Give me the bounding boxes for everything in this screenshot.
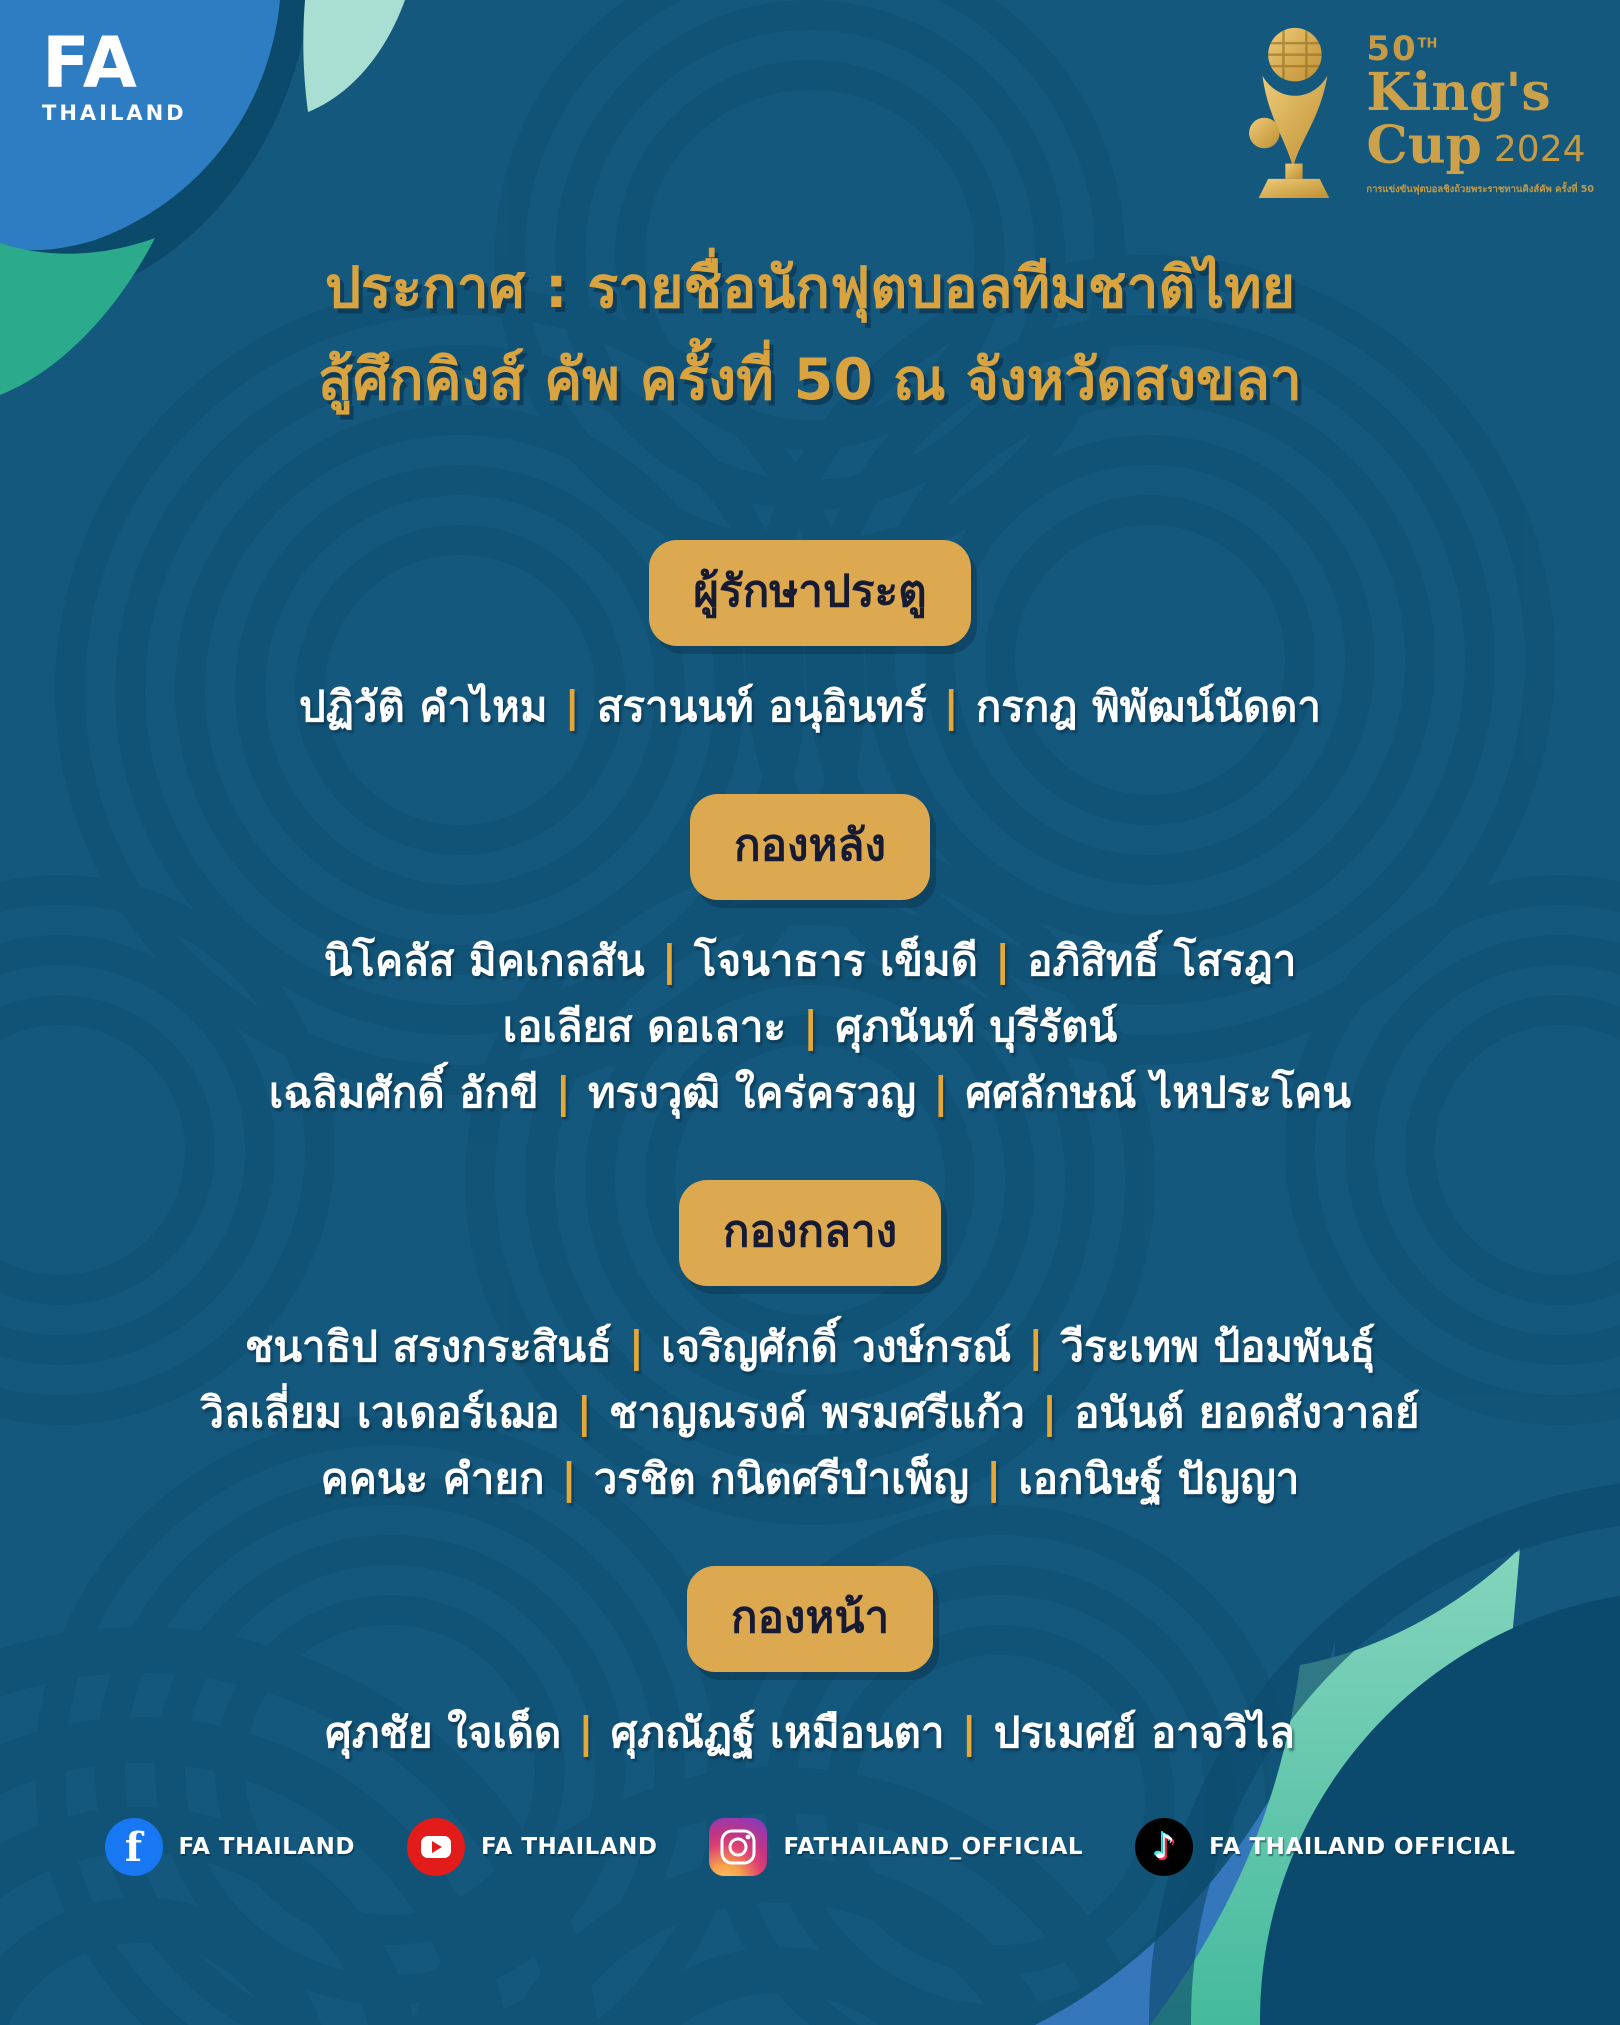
title-line1: ประกาศ : รายชื่อนักฟุตบอลทีมชาติไทย (324, 255, 1296, 321)
separator: | (933, 1068, 949, 1117)
edition-number: 50TH (1366, 29, 1438, 69)
player-name: ปฏิวัติ คำไหม (299, 682, 548, 731)
separator: | (803, 1002, 819, 1051)
social-label: FA THAILAND (480, 1834, 658, 1860)
player-name: ศศลักษณ์ ไหประโคน (965, 1068, 1352, 1117)
roster-section-2 (0, 1180, 1620, 1512)
fa-logo-text: FA (42, 22, 138, 104)
player-name: ปรเมศย์ อาจวิไล (993, 1708, 1295, 1757)
social-label: FA THAILAND (178, 1834, 355, 1860)
player-name: กรกฎ พิพัฒน์นัดดา (975, 682, 1321, 731)
roster-section-3 (0, 1566, 1620, 1766)
player-line (0, 994, 1620, 1060)
social-label: FATHAILAND_OFFICIAL (783, 1834, 1084, 1860)
event-tagline: การแข่งขันฟุตบอลชิงถ้วยพระราชทานคิงส์คัพ ครั้งที่ 50 (1366, 184, 1594, 196)
player-name: วรชิต กนิตศรีบำเพ็ญ (593, 1454, 970, 1503)
player-name: เอกนิษฐ์ ปัญญา (1018, 1454, 1300, 1503)
player-name: วีระเทพ ป้อมพันธุ์ (1060, 1322, 1376, 1371)
player-name: เอเลียส ดอเลาะ (502, 1002, 787, 1051)
separator: | (578, 1708, 594, 1757)
instagram-icon (709, 1818, 767, 1876)
player-name: อนันต์ ยอดสังวาลย์ (1074, 1388, 1420, 1437)
separator: | (961, 1708, 977, 1757)
separator: | (661, 936, 678, 985)
player-name: อภิสิทธิ์ โสรฎา (1027, 936, 1297, 985)
separator: | (564, 682, 580, 731)
player-line (0, 1380, 1620, 1446)
player-line (0, 928, 1620, 994)
event-year: 2024 (1493, 129, 1586, 171)
section-badge: กองกลาง (679, 1180, 941, 1286)
separator: | (561, 1454, 577, 1503)
page-title (0, 242, 1620, 427)
separator: | (1041, 1388, 1058, 1437)
social-bar (0, 1818, 1620, 1876)
youtube-icon (407, 1818, 465, 1876)
trophy-icon (1234, 26, 1352, 198)
player-line (0, 1446, 1620, 1512)
player-name: ชนาธิป สรงกระสินธ์ (244, 1322, 612, 1371)
tiktok-icon: ♪ (1135, 1818, 1193, 1876)
separator: | (943, 682, 959, 731)
kings-cup-wordmark (1366, 26, 1594, 197)
roster-section-1 (0, 794, 1620, 1126)
kings-cup-logo (1234, 26, 1594, 198)
player-line (0, 674, 1620, 740)
player-name: เฉลิมศักดิ์ อักขี (268, 1068, 539, 1117)
social-label: FA THAILAND OFFICIAL (1209, 1834, 1516, 1860)
player-line (0, 1314, 1620, 1380)
section-badge: ผู้รักษาประตู (649, 540, 971, 646)
section-badge: กองหน้า (687, 1566, 933, 1672)
separator: | (576, 1388, 592, 1437)
separator: | (628, 1322, 645, 1371)
player-name: โจนาธาร เข็มดี (694, 936, 978, 985)
player-name: ศุภนันท์ บุรีรัตน์ (835, 1002, 1118, 1051)
player-name: ชาญณรงค์ พรมศรีแก้ว (608, 1388, 1025, 1437)
separator: | (555, 1068, 571, 1117)
social-tiktok[interactable] (1135, 1818, 1515, 1876)
player-line (0, 1060, 1620, 1126)
separator: | (994, 936, 1011, 985)
social-youtube[interactable] (407, 1818, 657, 1876)
separator: | (986, 1454, 1002, 1503)
player-line (0, 1700, 1620, 1766)
facebook-icon: f (105, 1818, 163, 1876)
roster-sections (0, 540, 1620, 1820)
player-name: เจริญศักดิ์ วงษ์กรณ์ (661, 1322, 1012, 1371)
fa-logo-subtext: THAILAND (42, 100, 187, 125)
roster-section-0 (0, 540, 1620, 740)
player-name: วิลเลี่ยม เวเดอร์เฌอ (200, 1388, 560, 1437)
player-name: ศุภชัย ใจเด็ด (325, 1708, 562, 1757)
player-name: ทรงวุฒิ ใคร่ครวญ (587, 1068, 917, 1117)
fa-thailand-logo (42, 22, 187, 125)
player-name: สรานนท์ อนุอินทร์ (596, 682, 927, 731)
event-name-line2: Cup (1366, 115, 1482, 177)
section-badge: กองหลัง (690, 794, 930, 900)
social-instagram[interactable] (709, 1818, 1083, 1876)
event-name-line1: King's (1366, 62, 1551, 123)
social-facebook[interactable] (105, 1818, 355, 1876)
player-name: คคนะ คำยก (320, 1454, 545, 1503)
player-name: ศุภณัฏฐ์ เหมือนตา (610, 1708, 945, 1757)
title-line2: สู้ศึกคิงส์ คัพ ครั้งที่ 50 ณ จังหวัดสงขลา (318, 347, 1302, 414)
player-name: นิโคลัส มิคเกลสัน (323, 936, 645, 985)
separator: | (1028, 1322, 1044, 1371)
